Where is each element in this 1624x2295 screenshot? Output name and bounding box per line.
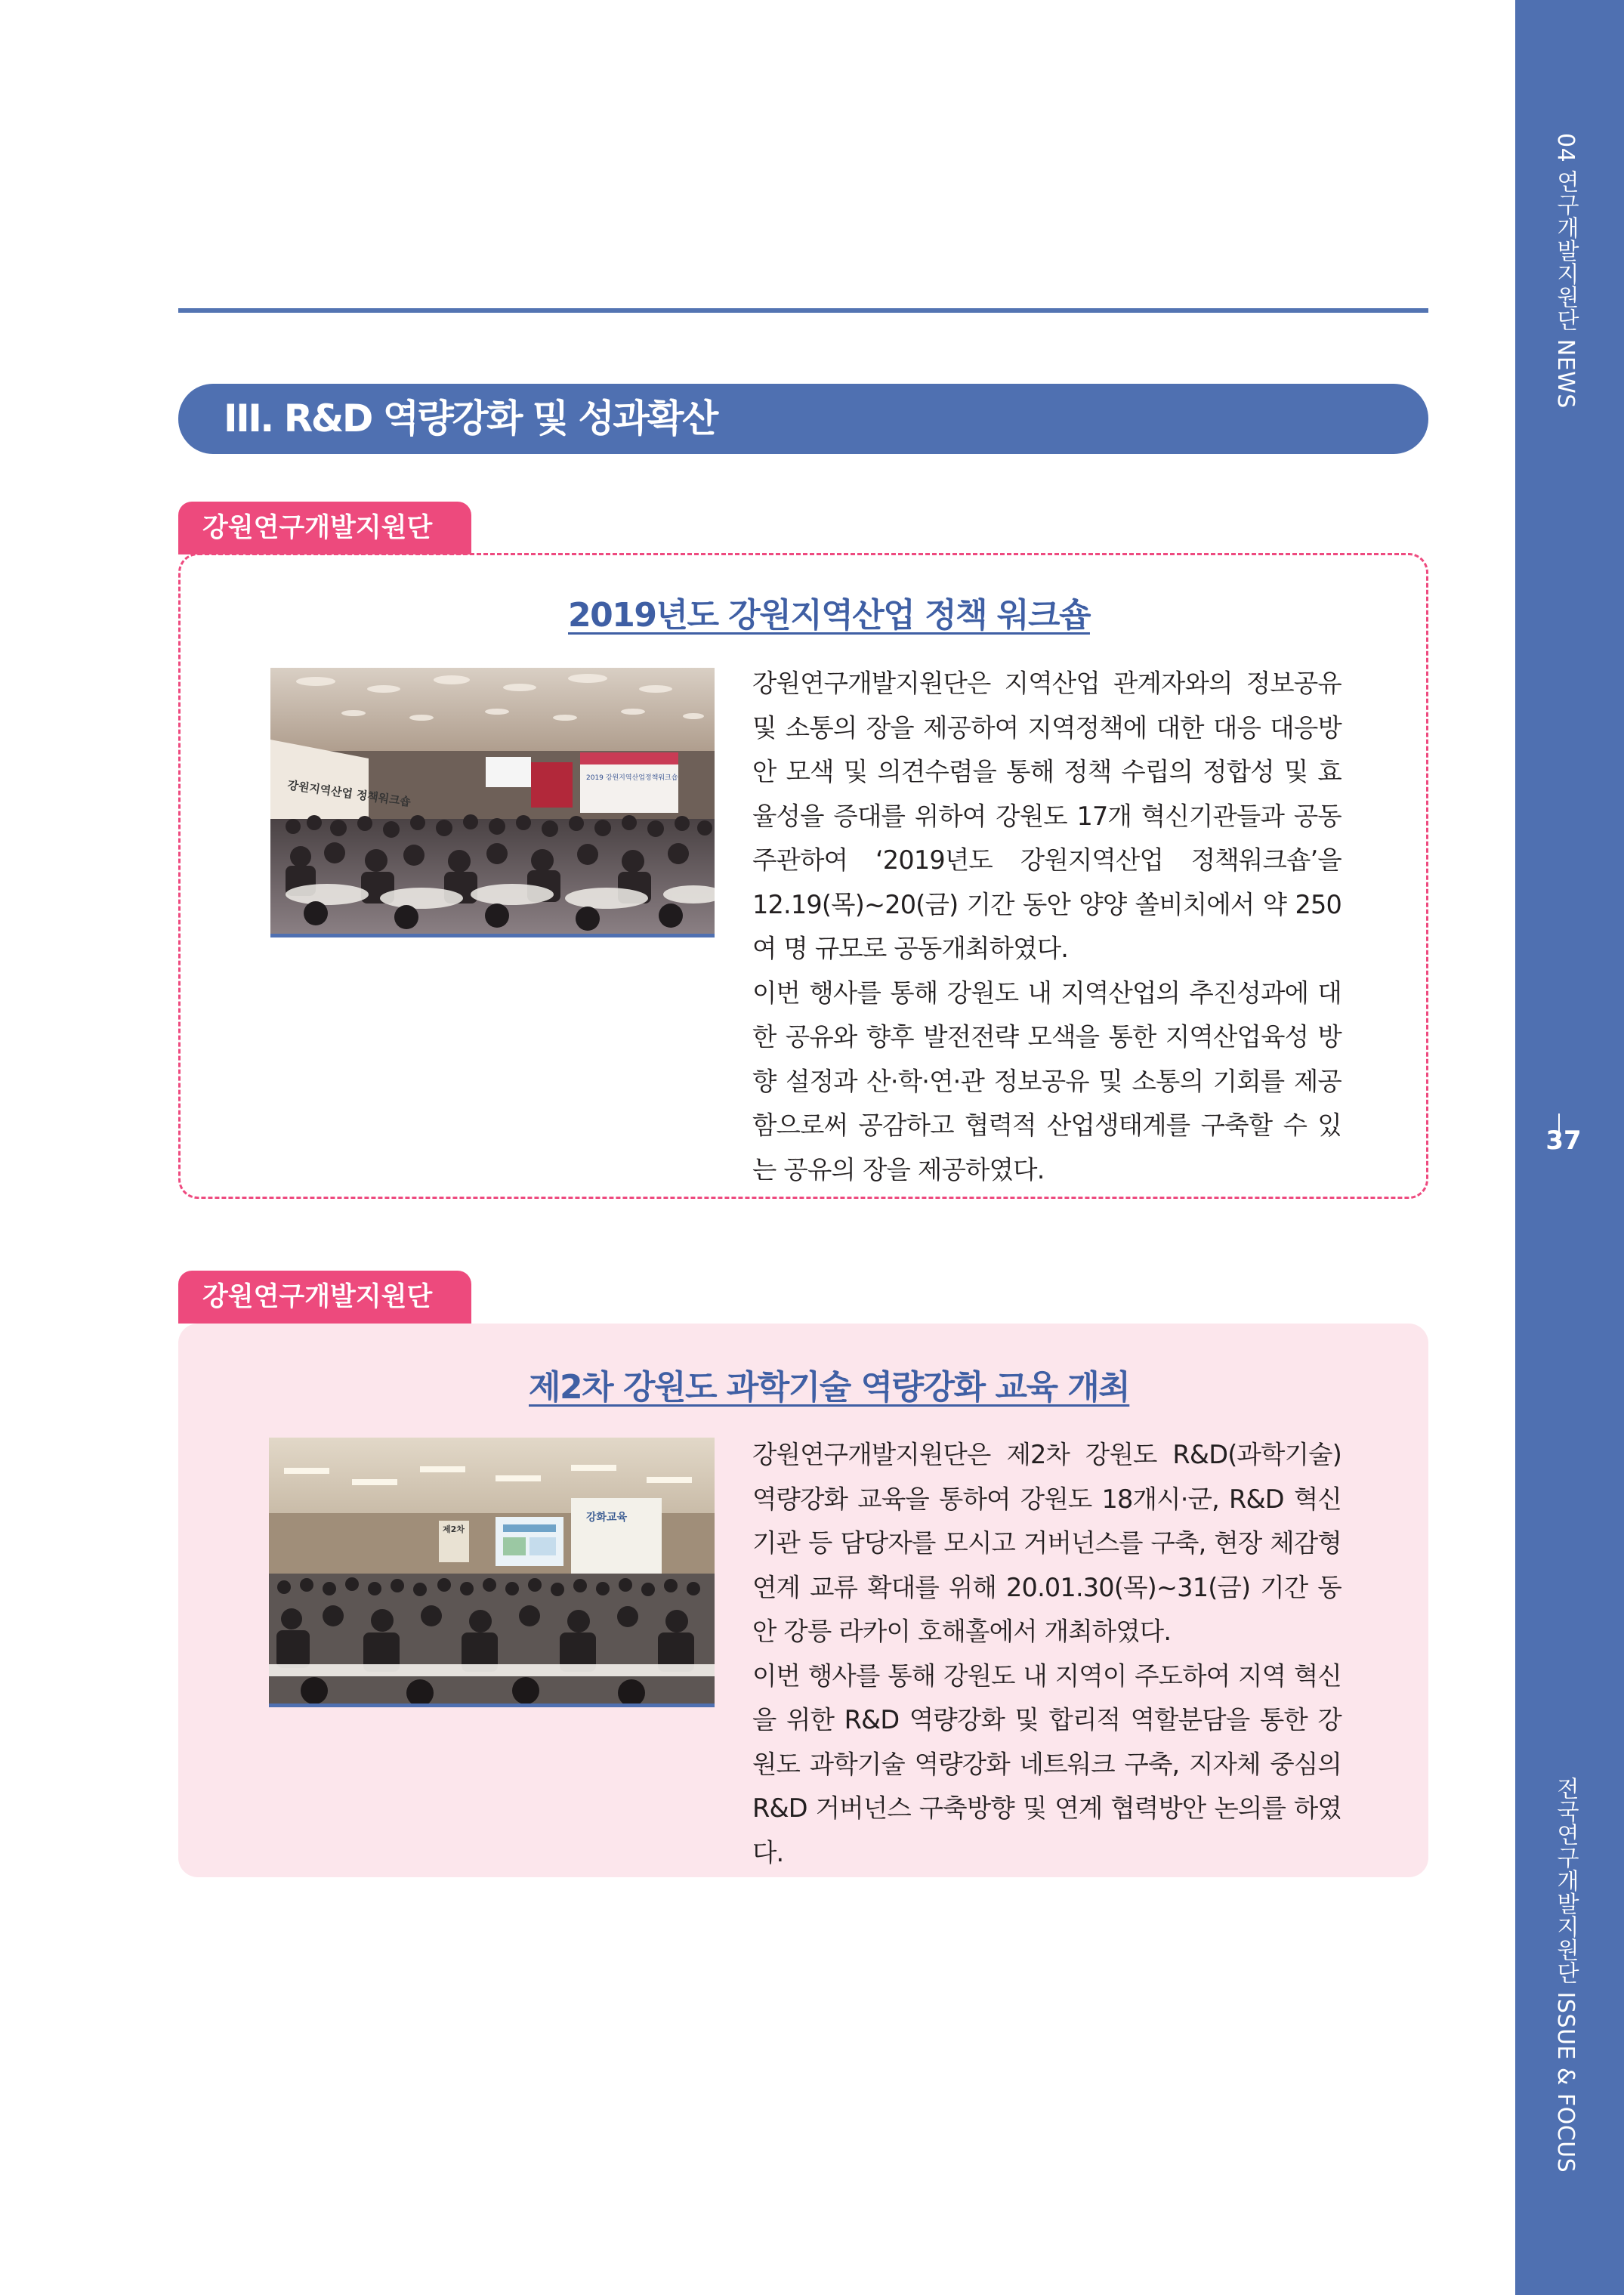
- article-1-body: [752, 662, 1341, 1192]
- article-1-photo: [270, 668, 715, 937]
- photo1-screen-text: 2019 강원지역산업정책워크숍: [586, 774, 678, 782]
- article-1-tag: 강원연구개발지원단: [178, 502, 471, 554]
- article-2-photo: [269, 1438, 715, 1707]
- article-2-body: [752, 1433, 1341, 1875]
- page-number: 37: [1545, 1126, 1582, 1156]
- photo2-banner-right: 강화교육: [586, 1512, 628, 1524]
- article-2-paragraph-2: 이번 행사를 통해 강원도 내 지역이 주도하여 지역 혁신을 위한 R&D 역량강화 및 합리적 역할분담을 통한 강원도 과학기술 역량강화 네트워크 구축, 지자체 중심의 R&D 거버넌스 구축방향 및 연계 협력방안 논의를 하였다.: [752, 1660, 1341, 1867]
- photo2-banner-left: 제2차: [443, 1524, 465, 1534]
- photo1-banner-text: 강원지역산업 정책워크숍: [286, 778, 412, 809]
- sidebar-section-label: 04 연구개발지원단 NEWS: [1552, 133, 1579, 409]
- article-2-title: 제2차 강원도 과학기술 역량강화 교육 개최: [529, 1368, 1130, 1407]
- article-1-title: 2019년도 강원지역산업 정책 워크숍: [568, 596, 1090, 635]
- article-1-paragraph-2: 이번 행사를 통해 강원도 내 지역산업의 추진성과에 대한 공유와 향후 발전전략 모색을 통한 지역산업육성 방향 설정과 산·학·연·관 정보공유 및 소통의 기회를 제공함으로써 공감하고 협력적 산업생태계를 구축할 수 있는 공유의 장을 제공하였다.: [752, 978, 1341, 1185]
- section-header: [178, 384, 1428, 454]
- article-1-paragraph-1: 강원연구개발지원단은 지역산업 관계자와의 정보공유 및 소통의 장을 제공하여 지역정책에 대한 대응 대응방안 모색 및 의견수렴을 통해 정책 수립의 정합성 및 효율성을 증대를 위하여 강원도 17개 혁신기관들과 공동주관하여 ‘2019년도 강원지역산업 정책워크숍’을 12.19(목)~20(금) 기간 동안 양양 쏠비치에서 약 250여 명 규모로 공동개최하였다.: [752, 669, 1341, 963]
- sidebar-publication-label: 전국연구개발지원단 ISSUE & FOCUS: [1552, 1777, 1579, 2173]
- section-title: III. R&D 역량강화 및 성과확산: [224, 397, 717, 440]
- article-2-paragraph-1: 강원연구개발지원단은 제2차 강원도 R&D(과학기술) 역량강화 교육을 통하여 강원도 18개시·군, R&D 혁신기관 등 담당자를 모시고 거버넌스를 구축, 현장 체감형 연계 교류 확대를 위해 20.01.30(목)~31(금) 기간 동안 강릉 라카이 호해홀에서 개최하였다.: [752, 1440, 1341, 1646]
- top-divider: [178, 308, 1428, 313]
- article-2-tag: 강원연구개발지원단: [178, 1271, 471, 1324]
